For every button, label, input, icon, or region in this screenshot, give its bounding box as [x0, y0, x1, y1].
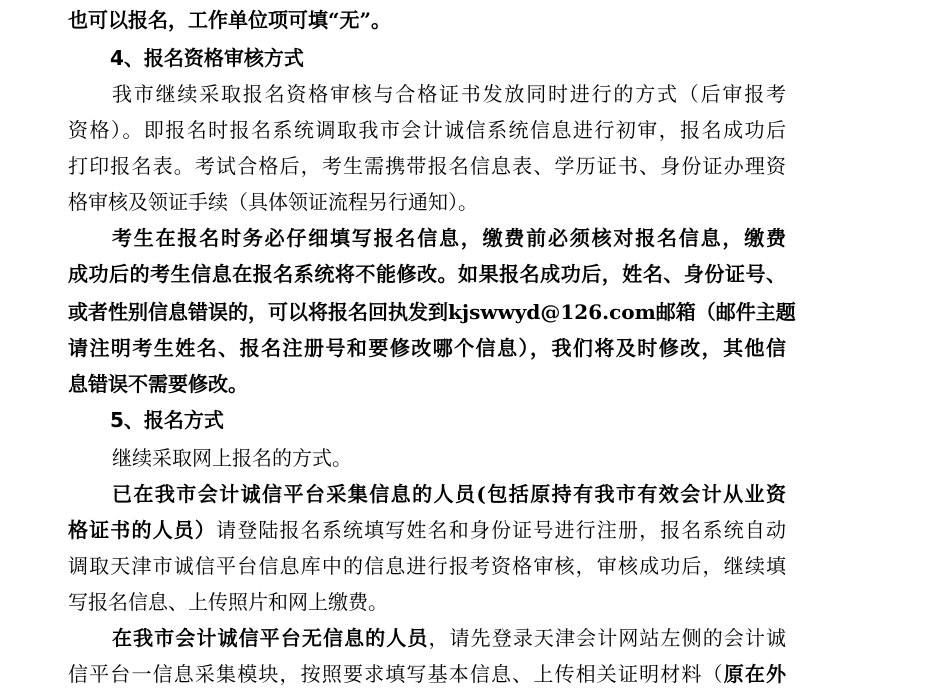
- text-segment: 原在外: [723, 662, 787, 686]
- text-segment: 信平台一信息采集模块，按照要求填写基本信息、上传相关证明材料（: [68, 662, 724, 686]
- text-line: [68, 548, 786, 584]
- section-heading: [110, 40, 828, 76]
- text-segment: 成功后的考生信息在报名系统将不能修改。如果报名成功后，姓名、身份证号、: [68, 262, 786, 286]
- text-segment: 或者性别信息错误的，可以将报名回执发到kjswwyd@126.com邮箱（邮件主题: [68, 300, 796, 324]
- text-line: [112, 476, 786, 512]
- text-line: [68, 2, 786, 38]
- text-line: [68, 148, 786, 184]
- text-segment: 格证书的人员）: [68, 518, 217, 542]
- text-segment: 调取天津市诚信平台信息库中的信息进行报考资格审核，审核成功后，继续填: [68, 554, 786, 578]
- section-heading: [110, 402, 828, 438]
- text-segment: 继续采取网上报名的方式。: [112, 446, 352, 470]
- text-segment: 写报名信息、上传照片和网上缴费。: [68, 590, 388, 614]
- text-segment: 已在我市会计诚信平台采集信息的人员(包括原持有我市有效会计从业资: [112, 482, 786, 506]
- text-segment: 请注明考生姓名、报名注册号和要修改哪个信息），我们将及时修改，其他信: [68, 336, 786, 360]
- text-line: [68, 366, 786, 402]
- text-line: [68, 512, 786, 548]
- text-line: [68, 584, 786, 620]
- text-segment: 打印报名表。考试合格后，考生需携带报名信息表、学历证书、身份证办理资: [68, 154, 786, 178]
- text-line: [68, 656, 786, 692]
- text-segment: 请登陆报名系统填写姓名和身份证号进行注册，报名系统自动: [216, 518, 787, 542]
- text-segment: 4、报名资格审核方式: [110, 46, 304, 70]
- text-segment: 5、报名方式: [110, 408, 224, 432]
- text-segment: ，请先登录天津会计网站左侧的会计诚: [428, 626, 787, 650]
- text-segment: 也可以报名，工作单位项可填“无”。: [68, 8, 392, 32]
- text-segment: 息错误不需要修改。: [68, 372, 248, 396]
- text-line: [68, 184, 786, 220]
- text-segment: 格审核及领证手续（具体领证流程另行通知）。: [68, 190, 478, 214]
- text-segment: 资格）。即报名时报名系统调取我市会计诚信系统信息进行初审，报名成功后: [68, 118, 786, 142]
- text-line: [68, 330, 786, 366]
- text-line: [112, 76, 786, 112]
- text-segment: 在我市会计诚信平台无信息的人员: [112, 626, 429, 650]
- text-line: [68, 256, 786, 292]
- text-segment: 我市继续采取报名资格审核与合格证书发放同时进行的方式（后审报考: [112, 82, 786, 106]
- text-line: [68, 112, 786, 148]
- text-line: [112, 620, 786, 656]
- text-line: [112, 220, 786, 256]
- text-line: [68, 294, 796, 330]
- text-segment: 考生在报名时务必仔细填写报名信息，缴费前必须核对报名信息，缴费: [112, 226, 786, 250]
- text-line: [112, 440, 786, 476]
